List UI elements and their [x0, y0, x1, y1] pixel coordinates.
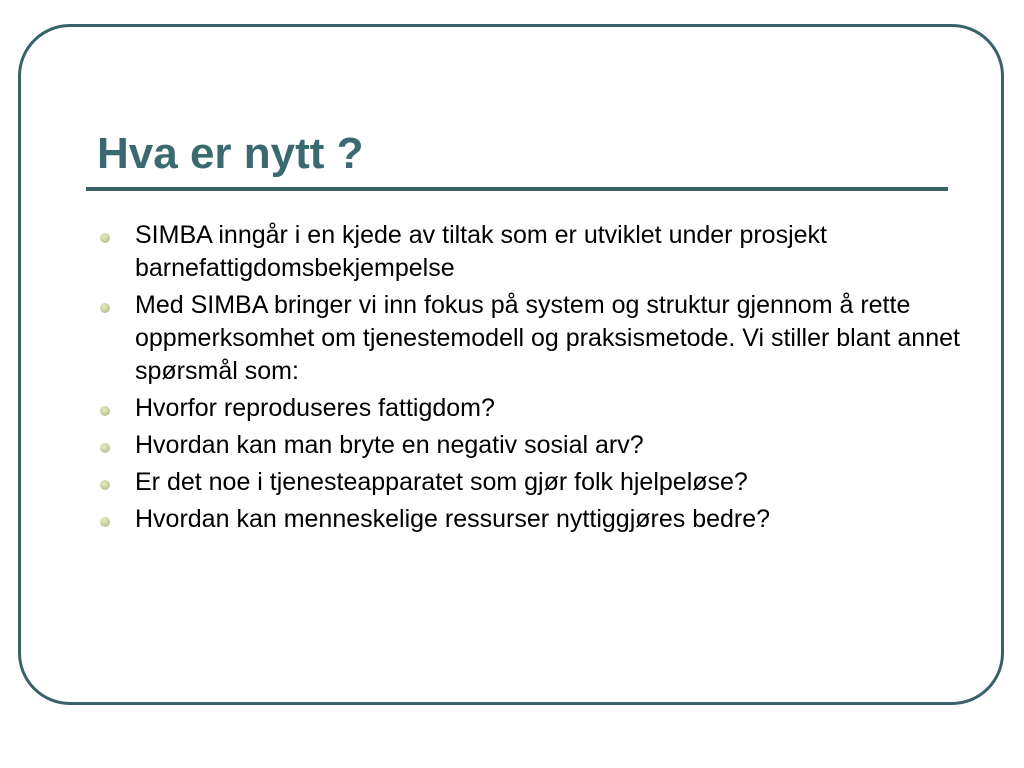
bullet-text: Er det noe i tjenesteapparatet som gjør folk hjelpeløse?: [135, 468, 748, 496]
slide-title: Hva er nytt ?: [97, 129, 364, 178]
bullet-item: [100, 503, 960, 536]
bullet-dot-icon: [100, 233, 110, 243]
bullet-list: [100, 219, 960, 540]
bullet-text: Hvordan kan man bryte en negativ sosial arv?: [135, 431, 644, 459]
bullet-item: [100, 429, 960, 462]
bullet-dot-icon: [100, 303, 110, 313]
bullet-dot-icon: [100, 406, 110, 416]
bullet-dot-icon: [100, 480, 110, 490]
bullet-text: Med SIMBA bringer vi inn fokus på system og struktur gjennom å rette oppmerksomhet om tjenestemodell og praksismetode. Vi stiller blant annet spørsmål som:: [135, 291, 960, 385]
bullet-text: Hvorfor reproduseres fattigdom?: [135, 394, 495, 422]
bullet-text: Hvordan kan menneskelige ressurser nyttiggjøres bedre?: [135, 505, 771, 533]
bullet-item: [100, 466, 960, 499]
bullet-text: SIMBA inngår i en kjede av tiltak som er utviklet under prosjekt barnefattigdomsbekjempelse: [135, 221, 827, 282]
bullet-dot-icon: [100, 443, 110, 453]
bullet-dot-icon: [100, 517, 110, 527]
bullet-item: [100, 392, 960, 425]
bullet-item: [100, 219, 960, 285]
title-underline: [86, 187, 948, 191]
bullet-item: [100, 289, 960, 388]
